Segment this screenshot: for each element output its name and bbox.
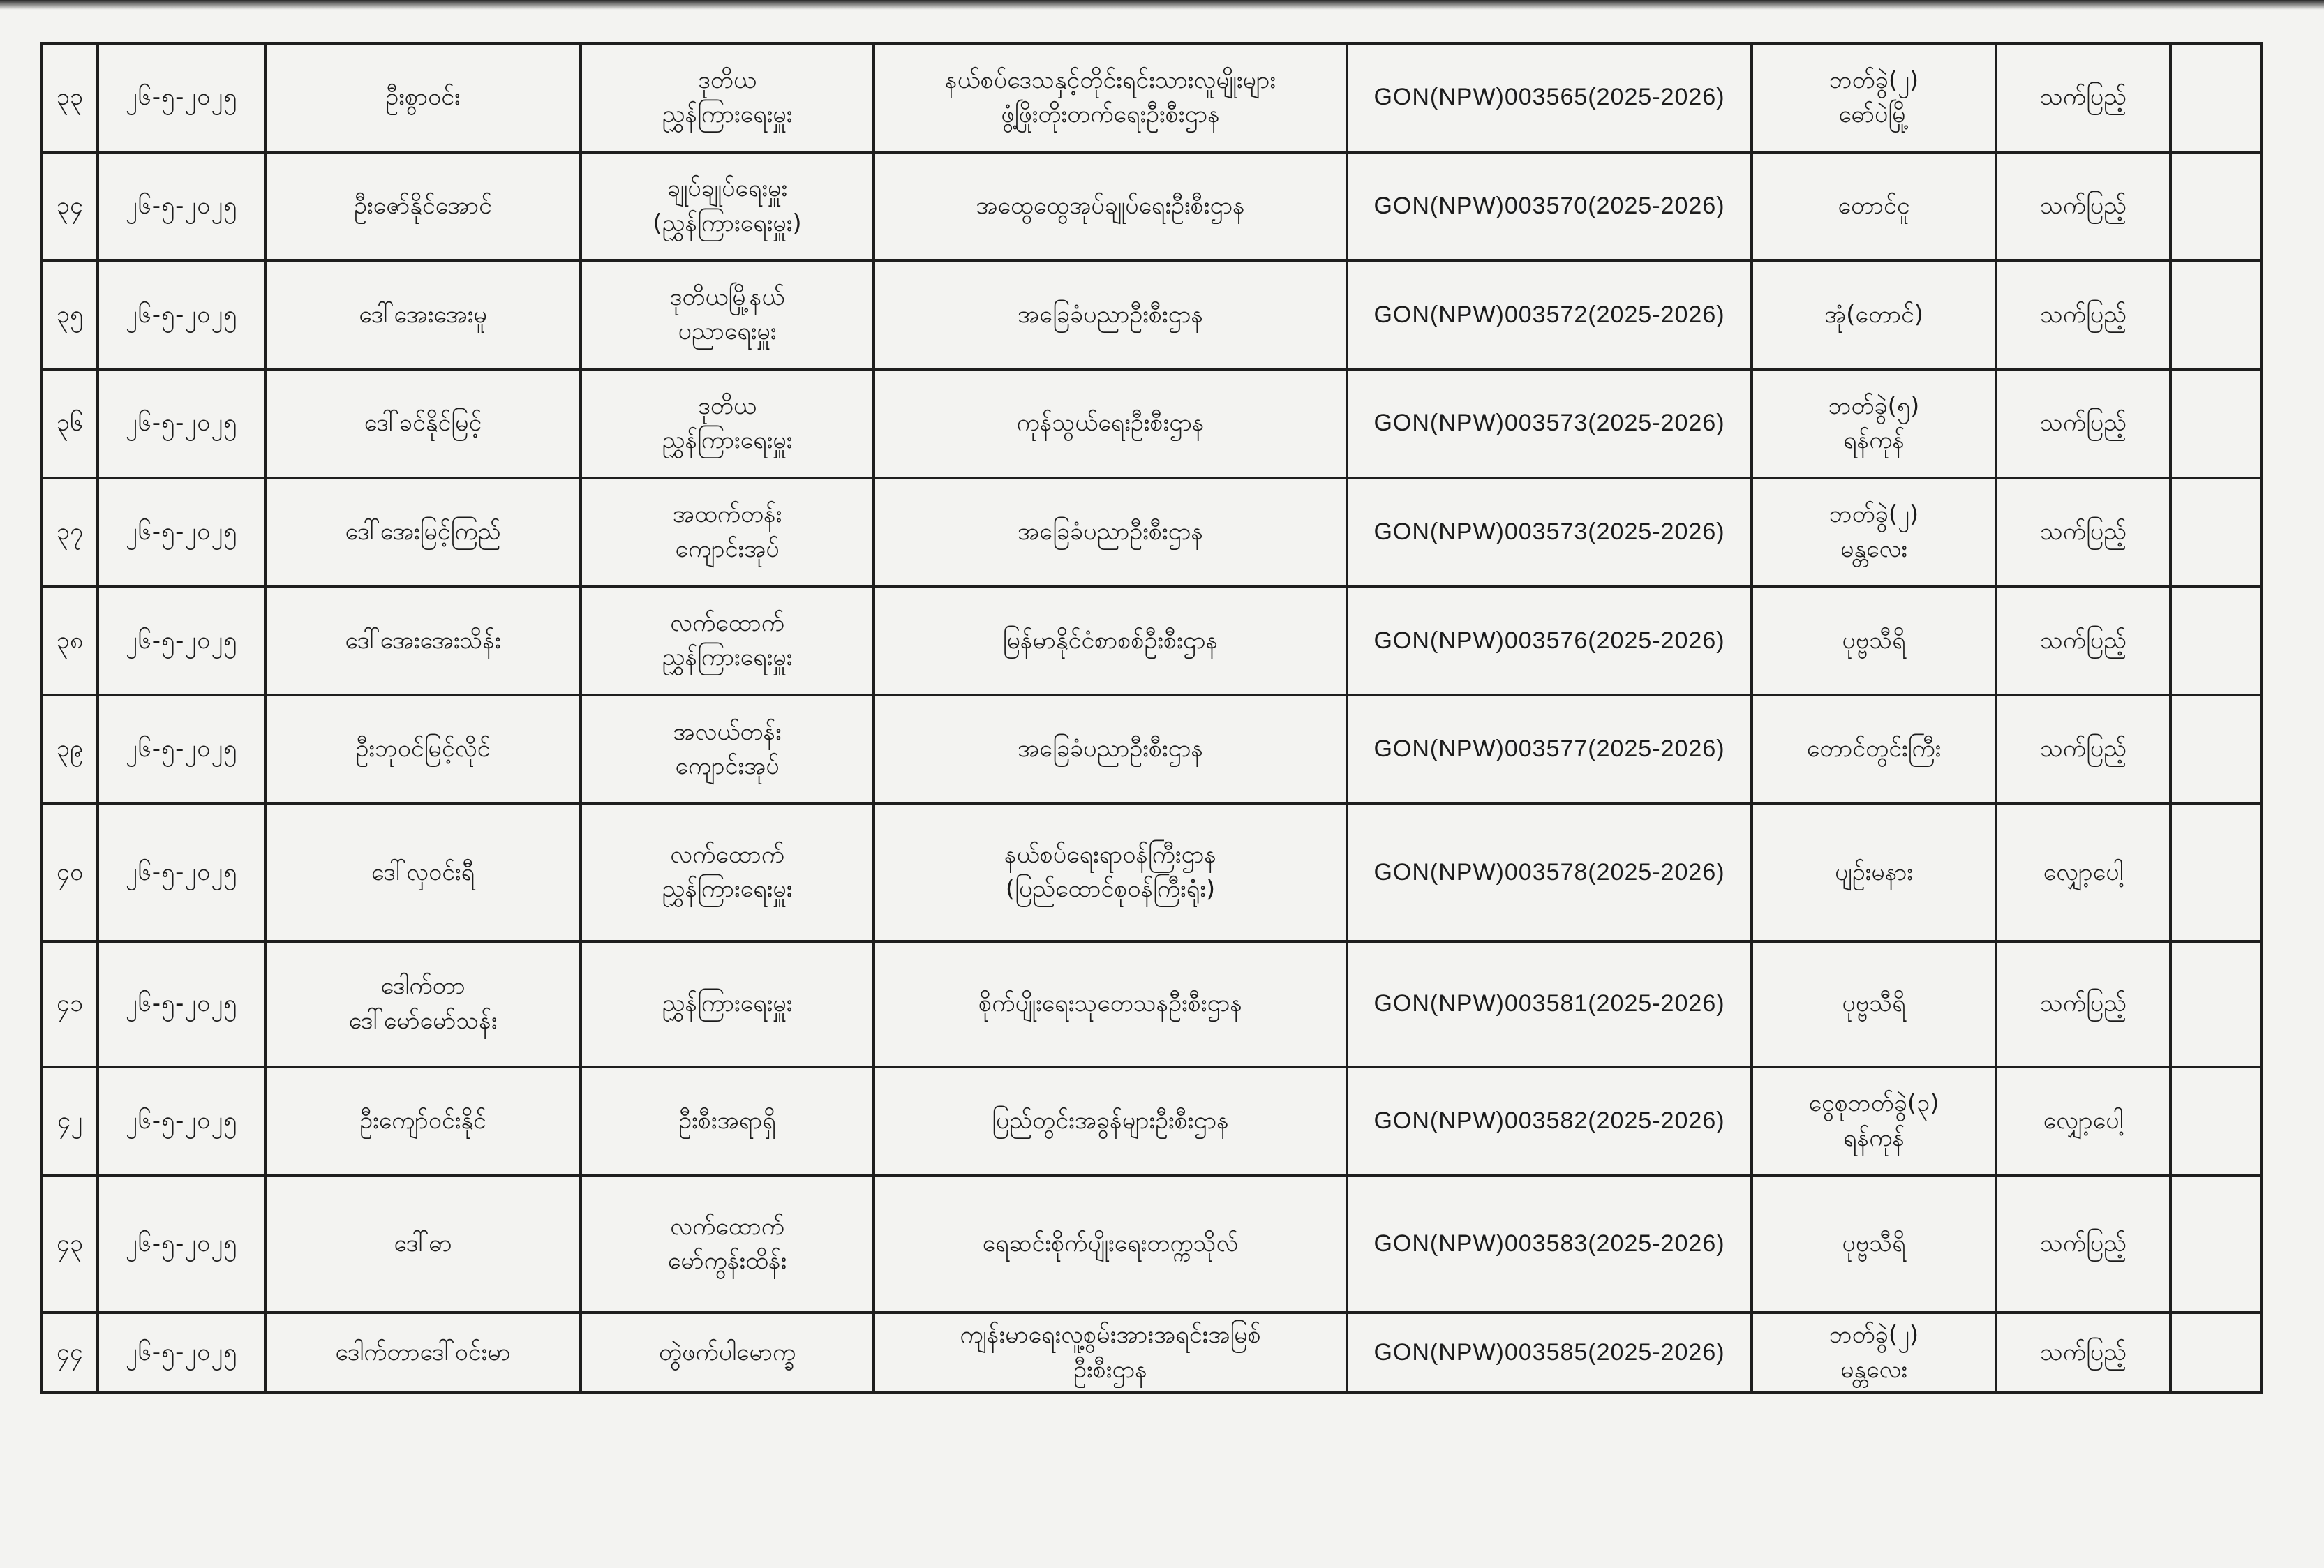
date-cell: ၂၆-၅-၂၀၂၅ <box>98 152 265 261</box>
location-line: မန္တလေး <box>1840 535 1907 563</box>
location-line: အုံ(တောင်) <box>1824 300 1924 329</box>
location-line: ပုဗ္ဗသီရိ <box>1842 1230 1906 1258</box>
status-cell: သက်ပြည့် <box>1996 587 2170 696</box>
row-number-cell: ၄၄ <box>42 1313 98 1393</box>
location-line: တောင်ငူ <box>1838 191 1910 220</box>
position-line: လက်ထောက် <box>670 609 784 638</box>
remarks-cell <box>2170 260 2261 369</box>
status-cell: သက်ပြည့် <box>1996 1313 2170 1393</box>
department-line: စိုက်ပျိုးရေးသုတေသနဦးစီးဌာန <box>978 990 1242 1018</box>
remarks-cell <box>2170 369 2261 478</box>
department-line: မြန်မာနိုင်ငံစာစစ်ဦးစီးဌာန <box>1002 626 1219 655</box>
location-line: တောင်တွင်းကြီး <box>1806 735 1942 763</box>
remarks-cell <box>2170 43 2261 152</box>
location-cell <box>1752 695 1996 804</box>
location-cell <box>1752 369 1996 478</box>
name-cell <box>265 478 581 587</box>
date-cell: ၂၆-၅-၂၀၂၅ <box>98 941 265 1067</box>
table-row <box>42 804 2261 941</box>
position-line: ဒုတိယ <box>698 66 757 94</box>
name-line: ဦးစွာဝင်း <box>385 83 461 112</box>
table-row <box>42 695 2261 804</box>
licence-number-cell: GON(NPW)003573(2025-2026) <box>1347 369 1752 478</box>
department-cell <box>874 152 1347 261</box>
position-line: တွဲဖက်ပါမောက္ခ <box>658 1338 796 1366</box>
date-cell: ၂၆-၅-၂၀၂၅ <box>98 804 265 941</box>
location-cell <box>1752 1176 1996 1313</box>
roster-body <box>42 43 2261 1393</box>
position-cell <box>581 1313 874 1393</box>
remarks-cell <box>2170 804 2261 941</box>
location-cell <box>1752 804 1996 941</box>
name-line: ဒေါ်အေးအေးသိန်း <box>345 626 501 655</box>
position-line: (ညွှန်ကြားရေးမှူး) <box>653 209 802 237</box>
licence-number-cell: GON(NPW)003576(2025-2026) <box>1347 587 1752 696</box>
date-cell: ၂၆-၅-၂၀၂၅ <box>98 587 265 696</box>
department-cell <box>874 587 1347 696</box>
licence-number-cell: GON(NPW)003585(2025-2026) <box>1347 1313 1752 1393</box>
position-line: ဒုတိယမြို့နယ် <box>669 283 785 311</box>
name-cell <box>265 43 581 152</box>
table-row <box>42 478 2261 587</box>
name-line: ဒေါ်အေးအေးမူ <box>359 300 487 329</box>
position-line: လက်ထောက် <box>670 840 784 869</box>
location-cell <box>1752 1313 1996 1393</box>
department-line: ရေဆင်းစိုက်ပျိုးရေးတက္ကသိုလ် <box>982 1230 1239 1258</box>
location-line: မန္တလေး <box>1840 1355 1907 1384</box>
row-number-cell: ၃၈ <box>42 587 98 696</box>
licence-number-cell: GON(NPW)003581(2025-2026) <box>1347 941 1752 1067</box>
date-cell: ၂၆-၅-၂၀၂၅ <box>98 1176 265 1313</box>
position-line: ညွှန်ကြားရေးမှူး <box>662 426 793 454</box>
department-cell <box>874 43 1347 152</box>
table-row <box>42 260 2261 369</box>
table-row <box>42 43 2261 152</box>
department-line: နယ်စပ်ရေးရာဝန်ကြီးဌာန <box>1004 840 1216 869</box>
position-cell <box>581 152 874 261</box>
licence-number-cell: GON(NPW)003565(2025-2026) <box>1347 43 1752 152</box>
date-cell: ၂၆-၅-၂၀၂၅ <box>98 1067 265 1176</box>
status-cell: သက်ပြည့် <box>1996 478 2170 587</box>
position-line: ညွှန်ကြားရေးမှူး <box>662 990 793 1018</box>
location-line: ရန်ကုန် <box>1843 1123 1905 1152</box>
position-cell <box>581 478 874 587</box>
department-cell <box>874 1067 1347 1176</box>
department-line: အထွေထွေအုပ်ချုပ်ရေးဦးစီးဌာန <box>976 191 1245 220</box>
location-line: ဘတ်ခွဲ(၅) <box>1828 391 1920 420</box>
name-line: ဒေါက်တာ <box>380 972 465 1001</box>
name-line: ဦးကျော်ဝင်းနိုင် <box>359 1107 486 1135</box>
licence-number-cell: GON(NPW)003573(2025-2026) <box>1347 478 1752 587</box>
licence-number-cell: GON(NPW)003577(2025-2026) <box>1347 695 1752 804</box>
remarks-cell <box>2170 1176 2261 1313</box>
date-cell: ၂၆-၅-၂၀၂၅ <box>98 695 265 804</box>
location-cell <box>1752 941 1996 1067</box>
position-cell <box>581 369 874 478</box>
location-cell <box>1752 260 1996 369</box>
location-line: ငွေစုဘတ်ခွဲ(၃) <box>1808 1089 1939 1118</box>
position-cell <box>581 804 874 941</box>
location-cell <box>1752 1067 1996 1176</box>
table-row <box>42 587 2261 696</box>
name-line: ဦးဘုဝင်မြင့်လိုင် <box>355 735 491 763</box>
status-cell: သက်ပြည့် <box>1996 152 2170 261</box>
location-line: ဘတ်ခွဲ(၂) <box>1828 66 1919 94</box>
status-cell: လျှော့ပေါ့ <box>1996 1067 2170 1176</box>
row-number-cell: ၄၀ <box>42 804 98 941</box>
department-line: အခြေခံပညာဦးစီးဌာန <box>1017 518 1204 546</box>
table-row <box>42 1176 2261 1313</box>
department-line: (ပြည်ထောင်စုဝန်ကြီးရုံး) <box>1005 875 1216 904</box>
position-cell <box>581 941 874 1067</box>
department-cell <box>874 695 1347 804</box>
scan-edge-shadow <box>0 0 2324 10</box>
location-line: ပုဗ္ဗသီရိ <box>1842 626 1906 655</box>
position-line: ချုပ်ချုပ်ရေးမှူး <box>666 174 788 203</box>
name-cell <box>265 587 581 696</box>
name-cell <box>265 1176 581 1313</box>
name-line: ဒေါ်ဓာ <box>394 1230 452 1258</box>
location-line: ပုဗ္ဗသီရိ <box>1842 990 1906 1018</box>
table-row <box>42 941 2261 1067</box>
date-cell: ၂၆-၅-၂၀၂၅ <box>98 369 265 478</box>
status-cell: လျှော့ပေါ့ <box>1996 804 2170 941</box>
position-line: ဒုတိယ <box>698 391 757 420</box>
name-line: ဒေါ်မော်မော်သန်း <box>348 1006 498 1035</box>
location-line: ပျဉ်းမနား <box>1835 858 1913 886</box>
department-cell <box>874 804 1347 941</box>
position-line: ညွှန်ကြားရေးမှူး <box>662 100 793 128</box>
status-cell: သက်ပြည့် <box>1996 1176 2170 1313</box>
status-cell: သက်ပြည့် <box>1996 260 2170 369</box>
name-cell <box>265 695 581 804</box>
position-cell <box>581 43 874 152</box>
row-number-cell: ၃၅ <box>42 260 98 369</box>
department-cell <box>874 260 1347 369</box>
status-cell: သက်ပြည့် <box>1996 695 2170 804</box>
position-line: ပညာရေးမှူး <box>678 318 777 346</box>
position-cell <box>581 1067 874 1176</box>
name-cell <box>265 1067 581 1176</box>
remarks-cell <box>2170 941 2261 1067</box>
position-line: အလယ်တန်း <box>673 717 782 746</box>
date-cell: ၂၆-၅-၂၀၂၅ <box>98 260 265 369</box>
pension-roster-table <box>40 42 2263 1394</box>
position-line: လက်ထောက် <box>670 1212 784 1241</box>
location-cell <box>1752 587 1996 696</box>
row-number-cell: ၄၁ <box>42 941 98 1067</box>
status-cell: သက်ပြည့် <box>1996 369 2170 478</box>
name-cell <box>265 369 581 478</box>
location-line: ဓော်ပဲမြို့ <box>1838 100 1909 128</box>
department-cell <box>874 1176 1347 1313</box>
table-row <box>42 152 2261 261</box>
status-cell: သက်ပြည့် <box>1996 43 2170 152</box>
remarks-cell <box>2170 478 2261 587</box>
table-row <box>42 1067 2261 1176</box>
row-number-cell: ၃၆ <box>42 369 98 478</box>
position-cell <box>581 587 874 696</box>
position-line: ညွှန်ကြားရေးမှူး <box>662 643 793 672</box>
department-line: ကုန်သွယ်ရေးဦးစီးဌာန <box>1016 409 1205 438</box>
location-line: ရန်ကုန် <box>1843 426 1905 454</box>
status-cell: သက်ပြည့် <box>1996 941 2170 1067</box>
position-line: အထက်တန်း <box>672 500 782 529</box>
department-line: ကျန်းမာရေးလူ့စွမ်းအားအရင်းအမြစ် <box>960 1321 1261 1350</box>
licence-number-cell: GON(NPW)003572(2025-2026) <box>1347 260 1752 369</box>
position-line: မော်ကွန်းထိန်း <box>667 1246 787 1275</box>
position-cell <box>581 260 874 369</box>
name-cell <box>265 941 581 1067</box>
department-cell <box>874 369 1347 478</box>
location-line: ဘတ်ခွဲ(၂) <box>1828 1321 1919 1350</box>
remarks-cell <box>2170 695 2261 804</box>
row-number-cell: ၃၇ <box>42 478 98 587</box>
department-line: အခြေခံပညာဦးစီးဌာန <box>1017 300 1204 329</box>
date-cell: ၂၆-၅-၂၀၂၅ <box>98 43 265 152</box>
position-cell <box>581 1176 874 1313</box>
remarks-cell <box>2170 1067 2261 1176</box>
department-cell <box>874 478 1347 587</box>
name-cell <box>265 260 581 369</box>
department-line: ပြည်တွင်းအခွန်များဦးစီးဌာန <box>992 1107 1229 1135</box>
name-cell <box>265 804 581 941</box>
position-line: ကျောင်းအုပ် <box>675 535 780 563</box>
name-line: ဒေါ်ခင်နိုင်မြင့် <box>364 409 482 438</box>
location-cell <box>1752 478 1996 587</box>
licence-number-cell: GON(NPW)003570(2025-2026) <box>1347 152 1752 261</box>
row-number-cell: ၄၂ <box>42 1067 98 1176</box>
position-cell <box>581 695 874 804</box>
location-line: ဘတ်ခွဲ(၂) <box>1828 500 1919 529</box>
name-line: ဦးဇော်နိုင်အောင် <box>354 191 492 220</box>
position-line: ဦးစီးအရာရှိ <box>678 1107 776 1135</box>
row-number-cell: ၃၉ <box>42 695 98 804</box>
date-cell: ၂၆-၅-၂၀၂၅ <box>98 478 265 587</box>
department-line: ဦးစီးဌာန <box>1073 1355 1147 1384</box>
row-number-cell: ၃၃ <box>42 43 98 152</box>
remarks-cell <box>2170 152 2261 261</box>
licence-number-cell: GON(NPW)003582(2025-2026) <box>1347 1067 1752 1176</box>
name-cell <box>265 152 581 261</box>
name-line: ဒေါ်လှဝင်းရီ <box>371 858 475 886</box>
location-cell <box>1752 152 1996 261</box>
department-cell <box>874 1313 1347 1393</box>
name-line: ဒေါက်တာဒေါ်ဝင်းမာ <box>335 1338 511 1366</box>
table-row <box>42 369 2261 478</box>
department-line: အခြေခံပညာဦးစီးဌာန <box>1017 735 1204 763</box>
licence-number-cell: GON(NPW)003583(2025-2026) <box>1347 1176 1752 1313</box>
table-row <box>42 1313 2261 1393</box>
department-line: နယ်စပ်ဒေသနှင့်တိုင်းရင်းသားလူမျိုးများ <box>945 66 1276 94</box>
row-number-cell: ၃၄ <box>42 152 98 261</box>
licence-number-cell: GON(NPW)003578(2025-2026) <box>1347 804 1752 941</box>
position-line: ညွှန်ကြားရေးမှူး <box>662 875 793 904</box>
name-line: ဒေါ်အေးမြင့်ကြည် <box>345 518 501 546</box>
department-cell <box>874 941 1347 1067</box>
remarks-cell <box>2170 1313 2261 1393</box>
location-cell <box>1752 43 1996 152</box>
department-line: ဖွံ့ဖြိုးတိုးတက်ရေးဦးစီးဌာန <box>1001 100 1220 128</box>
name-cell <box>265 1313 581 1393</box>
row-number-cell: ၄၃ <box>42 1176 98 1313</box>
remarks-cell <box>2170 587 2261 696</box>
position-line: ကျောင်းအုပ် <box>675 752 780 781</box>
date-cell: ၂၆-၅-၂၀၂၅ <box>98 1313 265 1393</box>
